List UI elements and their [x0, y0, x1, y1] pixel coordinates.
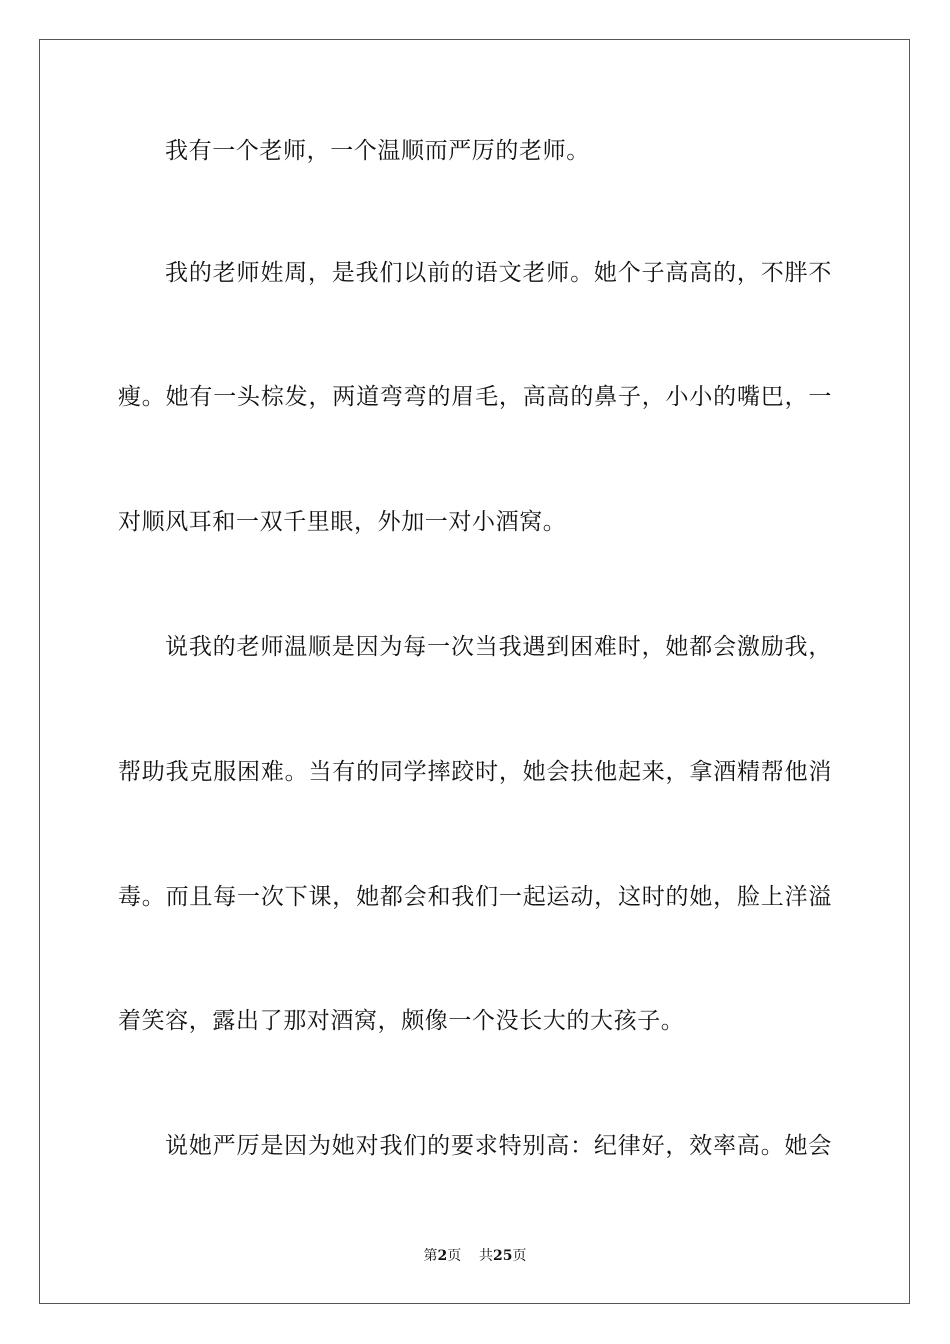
page-suffix: 页 — [447, 1248, 462, 1264]
paragraph-3-line-3: 毒。而且每一次下课，她都会和我们一起运动，这时的她，脸上洋溢 — [118, 884, 832, 910]
paragraph-1-line-1: 我有一个老师，一个温顺而严厉的老师。 — [165, 138, 590, 164]
page-prefix: 第 — [423, 1248, 438, 1264]
total-pages: 25 — [493, 1248, 513, 1264]
paragraph-3-line-1: 说我的老师温顺是因为每一次当我遇到困难时，她都会激励我， — [165, 634, 832, 660]
paragraph-3-line-4: 着笑容，露出了那对酒窝，颇像一个没长大的大孩子。 — [118, 1008, 685, 1034]
paragraph-2-line-3: 对顺风耳和一双千里眼，外加一对小酒窝。 — [118, 509, 567, 535]
page-footer — [0, 1247, 950, 1265]
total-prefix: 共 — [479, 1248, 494, 1264]
total-suffix: 页 — [512, 1248, 527, 1264]
page-border — [39, 39, 910, 1304]
paragraph-2-line-1: 我的老师姓周，是我们以前的语文老师。她个子高高的，不胖不 — [165, 260, 832, 286]
page-number: 2 — [437, 1248, 448, 1264]
paragraph-2-line-2: 瘦。她有一头棕发，两道弯弯的眉毛，高高的鼻子，小小的嘴巴，一 — [118, 384, 832, 410]
paragraph-4-line-1: 说她严厉是因为她对我们的要求特别高：纪律好，效率高。她会 — [165, 1133, 832, 1159]
paragraph-3-line-2: 帮助我克服困难。当有的同学摔跤时，她会扶他起来，拿酒精帮他消 — [118, 759, 832, 785]
